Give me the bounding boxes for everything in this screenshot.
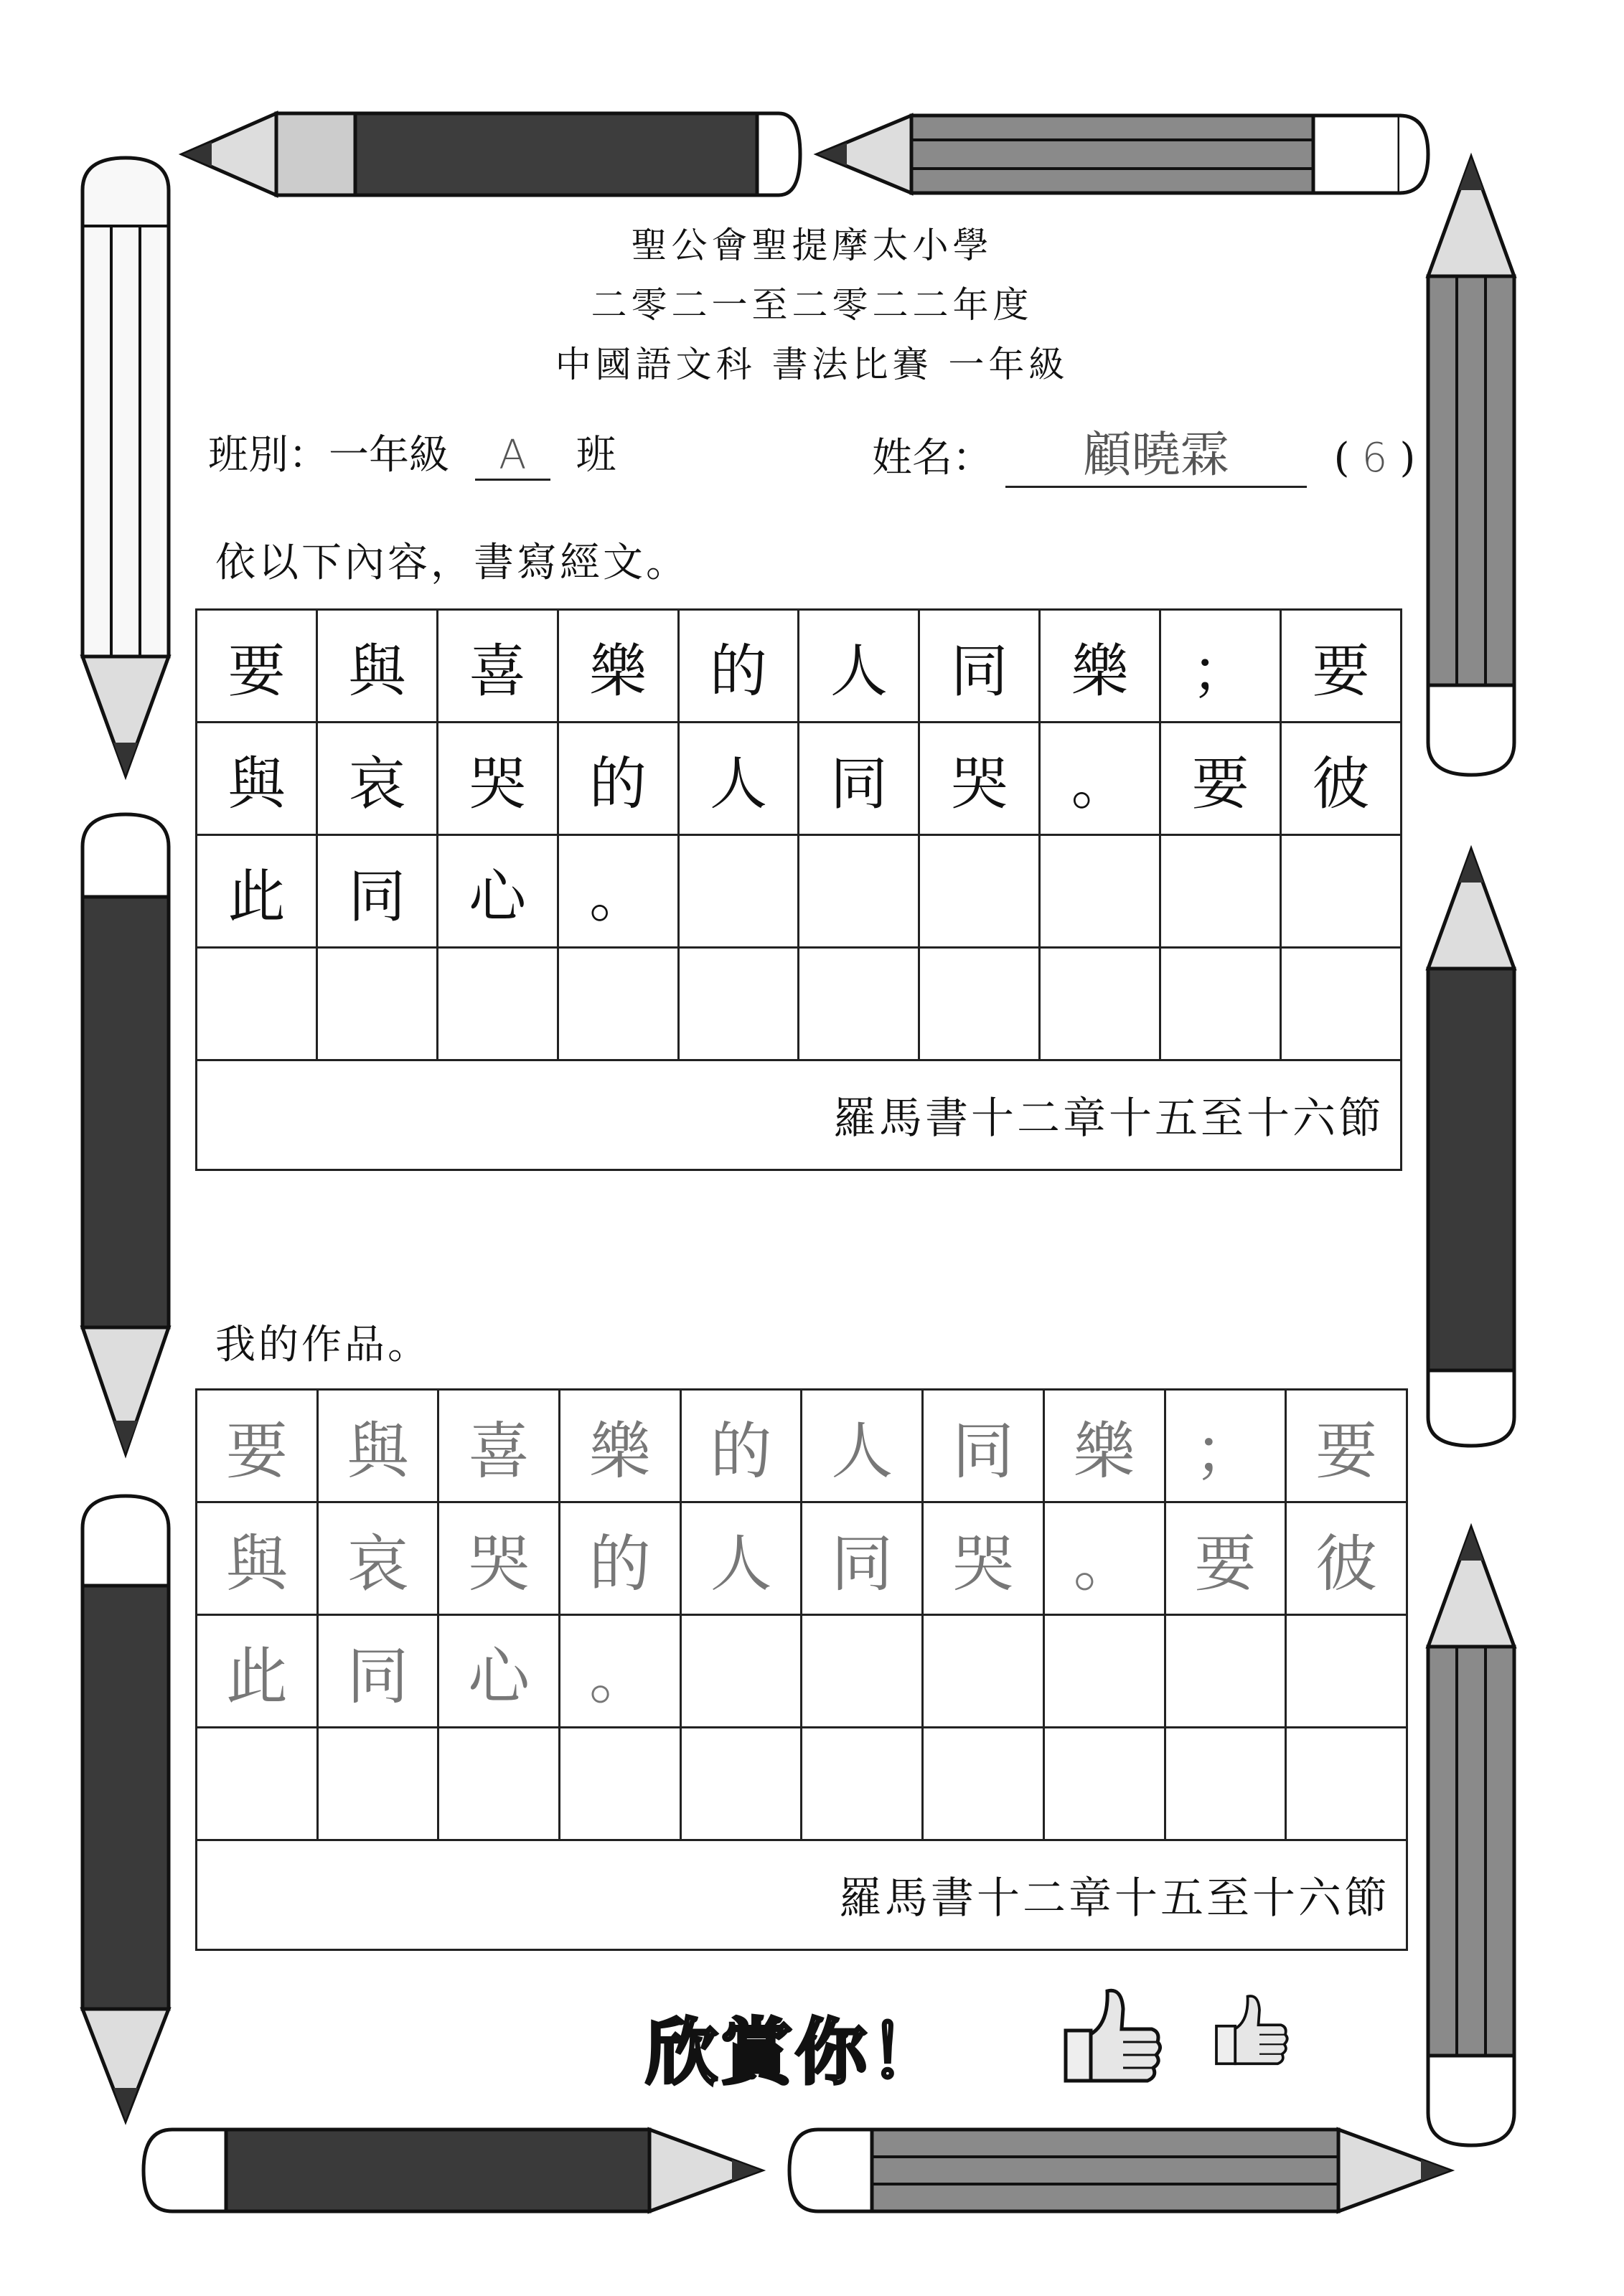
work-cell[interactable]: 與: [317, 1390, 438, 1502]
pencil-bottom-right-decoration: [786, 2124, 1453, 2217]
class-suffix: 班: [576, 432, 616, 479]
reference-cell: 此: [197, 835, 317, 948]
name-value[interactable]: 顧曉霖: [1005, 416, 1307, 488]
work-cell[interactable]: 同: [923, 1390, 1044, 1502]
work-cell[interactable]: 人: [680, 1502, 802, 1615]
reference-cell: 彼: [1281, 723, 1402, 835]
work-cell[interactable]: [1043, 1728, 1165, 1840]
work-cell[interactable]: [923, 1615, 1044, 1728]
work-cell[interactable]: 。: [1043, 1502, 1165, 1615]
name-field: [872, 416, 1415, 488]
reference-source: 羅馬書十二章十五至十六節: [197, 1060, 1402, 1170]
reference-cell: 同: [316, 835, 437, 948]
reference-cell: [316, 948, 437, 1060]
work-instruction: 我的作品。: [215, 1322, 431, 1368]
class-label: 班別：一年級: [208, 432, 449, 479]
reference-cell: 同: [919, 610, 1040, 723]
reference-cell: 人: [678, 723, 799, 835]
reference-row: [197, 723, 1402, 835]
student-number: ( 6 ): [1333, 435, 1416, 481]
reference-grid: [195, 608, 1402, 1171]
reference-cell: 樂: [1040, 610, 1160, 723]
reference-cell: [678, 948, 799, 1060]
reference-cell: 哀: [316, 723, 437, 835]
reference-cell: [799, 948, 919, 1060]
pencil-right-3-decoration: [1424, 1525, 1518, 2149]
reference-cell: [1281, 948, 1402, 1060]
reference-cell: [1160, 835, 1281, 948]
work-cell[interactable]: 哀: [317, 1502, 438, 1615]
work-cell[interactable]: 與: [197, 1502, 318, 1615]
pencil-left-2-decoration: [79, 811, 172, 1457]
reference-cell: 要: [197, 610, 317, 723]
reference-cell: 要: [1281, 610, 1402, 723]
work-cell[interactable]: [1286, 1615, 1407, 1728]
work-cell[interactable]: 樂: [1043, 1390, 1165, 1502]
reference-cell: [799, 835, 919, 948]
work-cell[interactable]: 要: [1286, 1390, 1407, 1502]
pencil-right-2-decoration: [1424, 847, 1518, 1449]
pencil-bottom-left-decoration: [140, 2124, 764, 2217]
work-cell[interactable]: [197, 1728, 318, 1840]
reference-cell: 的: [678, 610, 799, 723]
reference-cell: [1160, 948, 1281, 1060]
reference-row: [197, 610, 1402, 723]
reference-cell: 哭: [919, 723, 1040, 835]
work-cell[interactable]: 要: [1165, 1502, 1286, 1615]
reference-cell: [197, 948, 317, 1060]
thumbs-up-icon: [1051, 1980, 1166, 2088]
work-cell[interactable]: 要: [197, 1390, 318, 1502]
class-field: [208, 423, 616, 481]
work-cell[interactable]: 。: [560, 1615, 681, 1728]
work-row: [197, 1390, 1407, 1502]
work-cell[interactable]: [317, 1728, 438, 1840]
work-cell[interactable]: [1286, 1728, 1407, 1840]
work-cell[interactable]: 樂: [560, 1390, 681, 1502]
work-source-row: [197, 1840, 1407, 1950]
reference-cell: 哭: [437, 723, 558, 835]
reference-cell: [919, 948, 1040, 1060]
work-cell[interactable]: 彼: [1286, 1502, 1407, 1615]
work-row: [197, 1728, 1407, 1840]
work-cell[interactable]: 此: [197, 1615, 318, 1728]
reference-cell: 與: [316, 610, 437, 723]
pencil-top-right-decoration: [818, 111, 1428, 197]
thumbs-up-icon: [1206, 1987, 1292, 2070]
work-cell[interactable]: 的: [560, 1502, 681, 1615]
event-title: 中國語文科 書法比賽 一年級: [555, 344, 1069, 385]
work-row: [197, 1502, 1407, 1615]
work-cell[interactable]: 哭: [923, 1502, 1044, 1615]
class-value[interactable]: A: [475, 432, 550, 481]
work-source: 羅馬書十二章十五至十六節: [197, 1840, 1407, 1950]
work-cell[interactable]: [1165, 1615, 1286, 1728]
name-label: 姓名：: [872, 435, 992, 481]
pencil-top-left-decoration: [183, 108, 800, 201]
reference-instruction: 依以下內容，書寫經文。: [215, 540, 689, 586]
work-cell[interactable]: 喜: [438, 1390, 560, 1502]
work-grid: [195, 1388, 1408, 1951]
work-cell[interactable]: ；: [1165, 1390, 1286, 1502]
reference-cell: [1040, 835, 1160, 948]
work-cell[interactable]: 心: [438, 1615, 560, 1728]
work-cell[interactable]: [438, 1728, 560, 1840]
reference-cell: 樂: [558, 610, 678, 723]
reference-row: [197, 835, 1402, 948]
reference-cell: [1040, 948, 1160, 1060]
reference-cell: [919, 835, 1040, 948]
reference-cell: [437, 948, 558, 1060]
reference-cell: 。: [1040, 723, 1160, 835]
reference-cell: [678, 835, 799, 948]
work-cell[interactable]: [802, 1615, 923, 1728]
reference-cell: [1281, 835, 1402, 948]
work-cell[interactable]: 哭: [438, 1502, 560, 1615]
reference-cell: ；: [1160, 610, 1281, 723]
reference-cell: 人: [799, 610, 919, 723]
reference-cell: 喜: [437, 610, 558, 723]
school-year: 二零二一至二零二二年度: [591, 284, 1033, 326]
work-cell[interactable]: [680, 1615, 802, 1728]
work-cell[interactable]: 同: [317, 1615, 438, 1728]
praise-text: 欣賞你！: [646, 2010, 944, 2094]
work-cell[interactable]: 的: [680, 1390, 802, 1502]
work-cell[interactable]: [802, 1728, 923, 1840]
work-cell[interactable]: [1043, 1615, 1165, 1728]
reference-source-row: [197, 1060, 1402, 1170]
student-number-value[interactable]: 6: [1361, 435, 1388, 481]
work-cell[interactable]: 同: [802, 1502, 923, 1615]
reference-cell: 的: [558, 723, 678, 835]
work-cell[interactable]: [923, 1728, 1044, 1840]
reference-row: [197, 948, 1402, 1060]
work-row: [197, 1615, 1407, 1728]
work-cell[interactable]: [680, 1728, 802, 1840]
reference-cell: [558, 948, 678, 1060]
reference-cell: 心: [437, 835, 558, 948]
reference-cell: 要: [1160, 723, 1281, 835]
pencil-left-3-decoration: [79, 1492, 172, 2124]
work-cell[interactable]: [1165, 1728, 1286, 1840]
reference-cell: 同: [799, 723, 919, 835]
school-name: 聖公會聖提摩太小學: [631, 225, 993, 266]
reference-cell: 。: [558, 835, 678, 948]
work-cell[interactable]: [560, 1728, 681, 1840]
reference-cell: 與: [197, 723, 317, 835]
work-cell[interactable]: 人: [802, 1390, 923, 1502]
